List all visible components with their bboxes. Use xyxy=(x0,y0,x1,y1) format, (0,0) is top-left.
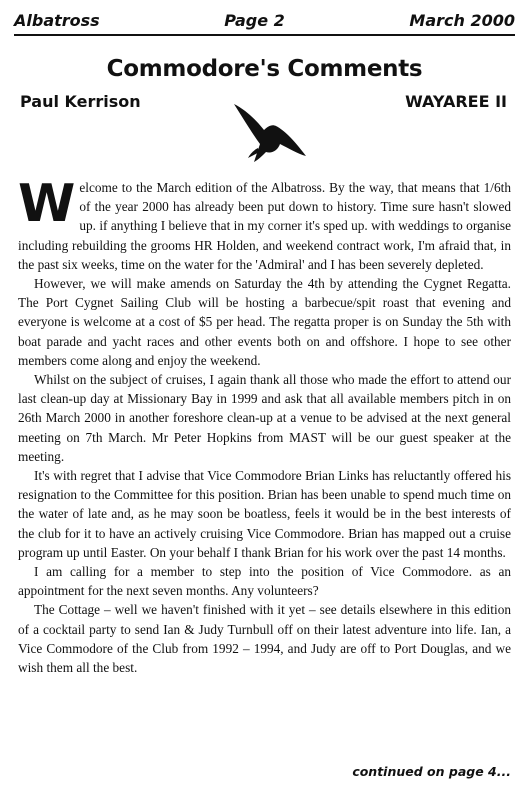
article-paragraph: I am calling for a member to step into the position of Vice Commodore. as an appointment for the next seven months. Any volunteers? xyxy=(18,564,511,599)
article-paragraph: However, we will make amends on Saturday the 4th by attending the Cygnet Regatta. The Port Cygnet Sailing Club will be hosting a barbecue/spit roast that evening and everyone is welcome at a cost of $5 per head. The regatta proper is on Sunday the 5th with boat parade and yacht races and other events both on and offshore. I hope to see other members come along and enjoy the weekend. xyxy=(18,276,511,368)
article-title: Commodore's Comments xyxy=(106,56,423,82)
article-paragraph: It's with regret that I advise that Vice Commodore Brian Links has reluctantly offered his resignation to the Committee for this position. Brian has been unable to spend much time on the water of late and, as he may soon be boatless, feels it would be in the best interests of the club for it to have an actively cruising Vice Commodore. Brian has mapped out a cruise program up until Easter. On your behalf I thank Brian for his work over the past 14 months. xyxy=(18,468,511,560)
article-paragraph: Whilst on the subject of cruises, I again thank all those who made the effort to attend our last clean-up day at Missionary Bay in 1999 and ask that all available members pitch in on 26th March 2000 in another foreshore clean-up at a venue to be advised at the next general meeting on 7th March. Mr Peter Hopkins from MAST will be our guest speaker at the meeting. xyxy=(18,372,511,464)
article-author: Paul Kerrison xyxy=(20,92,141,111)
page-number: Page 2 xyxy=(224,10,285,30)
author-boat-name: WAYAREE II xyxy=(405,92,507,111)
continued-link[interactable]: continued on page 4... xyxy=(352,764,511,779)
article-paragraph: Welcome to the March edition of the Albatross. By the way, that means that 1/6th of the year 2000 has already been put down to history. Time sure hasn't slowed up. if anything I believe that in my corner it's sped up. with weddings to organise including rebuilding the grooms HR Holden, and weekend contract work, I'm afraid that, in the past six weeks, time on the water for the 'Admiral' and I has been severely depleted. xyxy=(18,174,511,272)
article-paragraph: The Cottage – well we haven't finished with it yet – see details elsewhere in this edition of a cocktail party to send Ian & Judy Turnbull off on their latest adventure into life. Ian, a Vice Commodore of the Club from 1992 – 1994, and Judy are off to Port Douglas, and we wish them all the best. xyxy=(18,602,511,676)
issue-date: March 2000 xyxy=(409,10,515,30)
drop-cap: W xyxy=(18,174,76,234)
publication-name: Albatross xyxy=(14,10,100,30)
article-body xyxy=(18,174,511,677)
albatross-bird-icon xyxy=(228,100,310,164)
page-header xyxy=(14,6,515,36)
